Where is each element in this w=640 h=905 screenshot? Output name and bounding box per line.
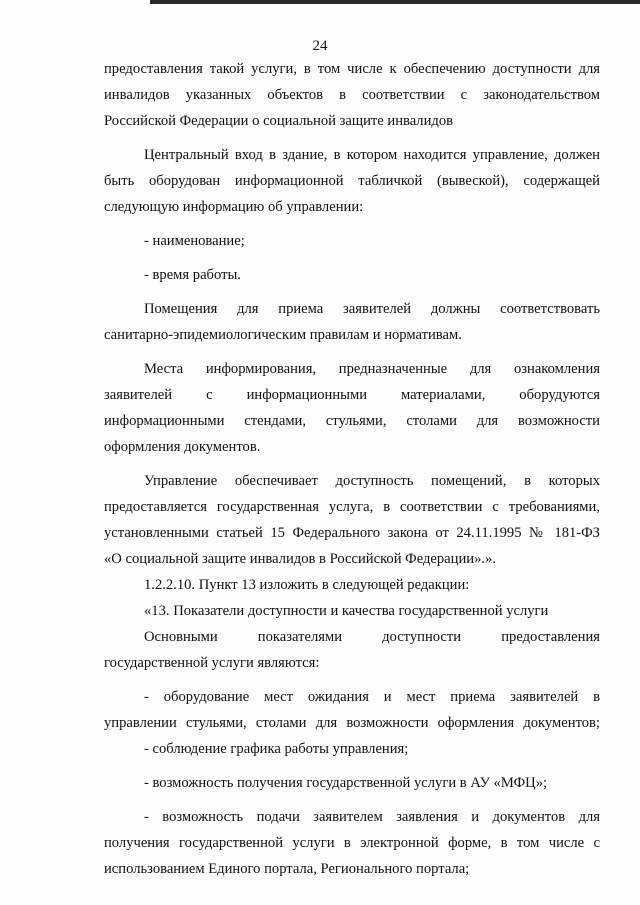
text-line: использованием Единого портала, Регионального портала; bbox=[104, 861, 470, 877]
paragraph-gap bbox=[104, 254, 600, 262]
text-line: 1.2.2.10. Пункт 13 изложить в следующей редакции: bbox=[144, 577, 470, 593]
paragraph-gap bbox=[104, 796, 600, 804]
text-line: - соблюдение графика работы управления; bbox=[144, 741, 409, 757]
text-line: быть оборудован информационной табличкой (вывеской), содержащей bbox=[104, 173, 600, 189]
text-line: государственной услуги являются: bbox=[104, 655, 320, 671]
text-line: - наименование; bbox=[144, 233, 245, 249]
text-line: инвалидов указанных объектов в соответствии с законодательством bbox=[104, 87, 600, 103]
text-line: управлении стульями, столами для возможности оформления документов; bbox=[104, 715, 600, 731]
text-line: установленными статьей 15 Федерального закона от 24.11.1995 № 181-ФЗ bbox=[104, 525, 600, 541]
document-body bbox=[104, 56, 600, 882]
text-line: предоставляется государственная услуга, в соответствии с требованиями, bbox=[104, 499, 600, 515]
text-line: санитарно-эпидемиологическим правилам и нормативам. bbox=[104, 327, 462, 343]
paragraph-gap bbox=[104, 762, 600, 770]
text-line: Основными показателями доступности предоставления bbox=[144, 629, 600, 645]
paragraph-gap bbox=[104, 134, 600, 142]
paragraph-gap bbox=[104, 348, 600, 356]
text-line: - возможность подачи заявителем заявления и документов для bbox=[144, 809, 600, 825]
text-line: - время работы. bbox=[144, 267, 241, 283]
text-line: Места информирования, предназначенные для ознакомления bbox=[144, 361, 600, 377]
text-line: Центральный вход в здание, в котором находится управление, должен bbox=[144, 147, 600, 163]
paragraph-gap bbox=[104, 676, 600, 684]
page-number: 24 bbox=[312, 38, 328, 54]
text-line: - возможность получения государственной услуги в АУ «МФЦ»; bbox=[144, 775, 548, 791]
text-line: следующую информацию об управлении: bbox=[104, 199, 364, 215]
text-line: получения государственной услуги в электронной форме, в том числе с bbox=[104, 835, 600, 851]
text-line: предоставления такой услуги, в том числе к обеспечению доступности для bbox=[104, 61, 600, 77]
paragraph-gap bbox=[104, 220, 600, 228]
text-line: «О социальной защите инвалидов в Российской Федерации».». bbox=[104, 551, 496, 567]
text-line: Помещения для приема заявителей должны соответствовать bbox=[144, 301, 600, 317]
paragraph-gap bbox=[104, 288, 600, 296]
text-line: Российской Федерации о социальной защите инвалидов bbox=[104, 113, 454, 129]
text-line: оформления документов. bbox=[104, 439, 261, 455]
text-line: - оборудование мест ожидания и мест приема заявителей в bbox=[144, 689, 600, 705]
scan-top-edge bbox=[150, 0, 640, 4]
text-line: Управление обеспечивает доступность помещений, в которых bbox=[144, 473, 600, 489]
text-line: заявителей с информационными материалами, оборудуются bbox=[104, 387, 600, 403]
text-line: информационными стендами, стульями, столами для возможности bbox=[104, 413, 600, 429]
paragraph-gap bbox=[104, 460, 600, 468]
text-line: «13. Показатели доступности и качества государственной услуги bbox=[144, 603, 549, 619]
